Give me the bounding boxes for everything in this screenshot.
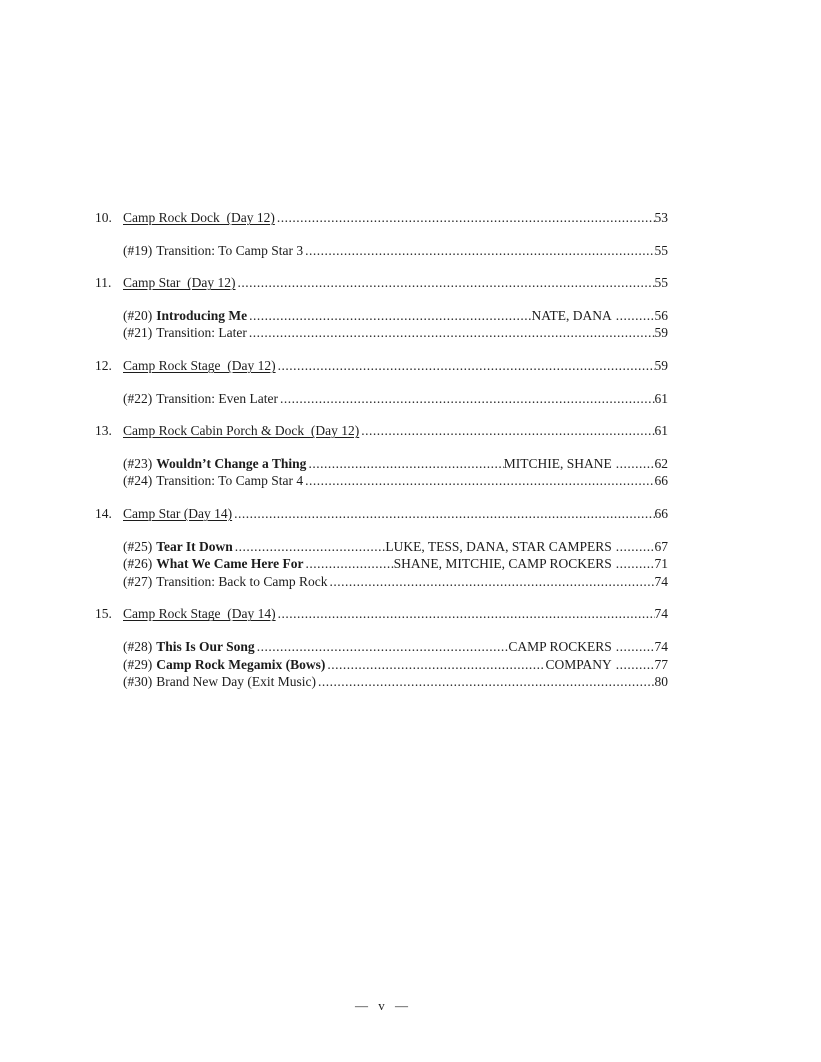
page-number: 74 [654, 573, 668, 589]
dot-leader [257, 638, 509, 656]
dot-leader [318, 673, 655, 691]
page-number: 74 [654, 638, 668, 654]
page-number: 77 [654, 656, 668, 672]
song-cue-number: (#21) [123, 325, 153, 341]
song-title: This Is Our Song [156, 638, 255, 654]
song-title: Wouldn’t Change a Thing [156, 455, 307, 471]
song-cue-number: (#29) [123, 656, 153, 672]
table-of-contents [95, 209, 668, 691]
song-list [95, 307, 668, 342]
song-cue-number: (#20) [123, 307, 153, 323]
song-cue-number: (#26) [123, 556, 153, 572]
scene-row [95, 274, 668, 292]
scene-title: Camp Star (Day 14) [123, 505, 233, 521]
dot-leader [305, 242, 654, 260]
page-number: 55 [654, 242, 668, 258]
dot-leader [361, 422, 654, 440]
page-number: 55 [654, 275, 668, 291]
page-number: 74 [654, 606, 668, 622]
song-title: Transition: Even Later [156, 390, 278, 406]
dot-leader [234, 505, 654, 523]
scene-row [95, 505, 668, 523]
page-number: 59 [654, 325, 668, 341]
song-performers: COMPANY [545, 656, 612, 672]
page-number: 59 [654, 357, 668, 373]
scene-title: Camp Rock Stage (Day 14) [123, 606, 276, 622]
dot-leader [308, 455, 503, 473]
song-list [95, 538, 668, 591]
page-number: 62 [654, 455, 668, 471]
song-performers: SHANE, MITCHIE, CAMP ROCKERS [393, 556, 612, 572]
dot-leader-short [612, 307, 655, 325]
dot-leader [237, 274, 654, 292]
song-row [123, 573, 668, 591]
song-row [123, 455, 668, 473]
scene-number: 12. [95, 357, 112, 373]
scene-row [95, 422, 668, 440]
song-row [123, 673, 668, 691]
song-row [123, 242, 668, 260]
song-title: Transition: Later [156, 325, 247, 341]
toc-section-scene-14 [95, 505, 668, 590]
song-row [123, 307, 668, 325]
dot-leader [278, 605, 655, 623]
song-cue-number: (#27) [123, 573, 153, 589]
song-row [123, 538, 668, 556]
scene-row [95, 357, 668, 375]
page-number: 56 [654, 307, 668, 323]
song-cue-number: (#25) [123, 538, 153, 554]
song-cue-number: (#30) [123, 674, 153, 690]
song-performers: CAMP ROCKERS [508, 638, 612, 654]
toc-section-scene-11 [95, 274, 668, 342]
dot-leader-short [612, 555, 655, 573]
song-cue-number: (#23) [123, 455, 153, 471]
song-cue-number: (#24) [123, 473, 153, 489]
dot-leader [280, 390, 655, 408]
song-list [95, 390, 668, 408]
song-performers: MITCHIE, SHANE [503, 455, 612, 471]
song-title: Brand New Day (Exit Music) [156, 674, 316, 690]
dot-leader [249, 307, 531, 325]
song-row [123, 638, 668, 656]
toc-section-scene-10 [95, 209, 668, 259]
dot-leader-short [612, 538, 655, 556]
song-title: Transition: To Camp Star 4 [156, 473, 304, 489]
toc-section-scene-12 [95, 357, 668, 407]
scene-title: Camp Rock Cabin Porch & Dock (Day 12) [123, 423, 360, 439]
scene-number: 15. [95, 606, 112, 622]
toc-section-scene-13 [95, 422, 668, 490]
song-row [123, 555, 668, 573]
dot-leader [327, 656, 545, 674]
dot-leader [249, 324, 655, 342]
page-number: 80 [654, 674, 668, 690]
song-row [123, 324, 668, 342]
scene-title: Camp Rock Stage (Day 12) [123, 357, 276, 373]
scene-number: 13. [95, 423, 112, 439]
scene-number: 11. [95, 275, 112, 291]
song-cue-number: (#19) [123, 242, 153, 258]
song-cue-number: (#28) [123, 638, 153, 654]
song-list [95, 638, 668, 691]
page-number: 66 [654, 473, 668, 489]
page-number: 53 [654, 210, 668, 225]
song-title: Camp Rock Megamix (Bows) [156, 656, 326, 672]
page-number: 66 [654, 505, 668, 521]
song-list [95, 242, 668, 260]
dot-leader [278, 357, 655, 375]
song-performers: NATE, DANA [531, 307, 612, 323]
song-list [95, 455, 668, 490]
page-number: 71 [654, 556, 668, 572]
song-title: What We Came Here For [156, 556, 304, 572]
page-number: 67 [654, 538, 668, 554]
scene-number: 10. [95, 210, 112, 225]
song-title: Transition: To Camp Star 3 [156, 242, 304, 258]
song-title: Tear It Down [156, 538, 233, 554]
song-row [123, 390, 668, 408]
scene-title: Camp Rock Dock (Day 12) [123, 210, 275, 225]
song-title: Transition: Back to Camp Rock [156, 573, 328, 589]
dot-leader [235, 538, 386, 556]
dot-leader [305, 472, 654, 490]
scene-number: 14. [95, 505, 112, 521]
scene-row [95, 209, 668, 227]
page-number: 61 [654, 390, 668, 406]
song-row [123, 656, 668, 674]
dot-leader [330, 573, 655, 591]
dot-leader [277, 209, 655, 227]
song-performers: LUKE, TESS, DANA, STAR CAMPERS [385, 538, 612, 554]
page-number: 61 [654, 423, 668, 439]
dot-leader-short [612, 656, 655, 674]
scene-title: Camp Star (Day 12) [123, 275, 236, 291]
scene-row [95, 605, 668, 623]
song-cue-number: (#22) [123, 390, 153, 406]
page-footer-roman-numeral: — v — [355, 998, 408, 1013]
song-title: Introducing Me [156, 307, 248, 323]
toc-section-scene-15 [95, 605, 668, 690]
dot-leader-short [612, 638, 655, 656]
dot-leader-short [612, 455, 655, 473]
song-row [123, 472, 668, 490]
dot-leader [305, 555, 393, 573]
